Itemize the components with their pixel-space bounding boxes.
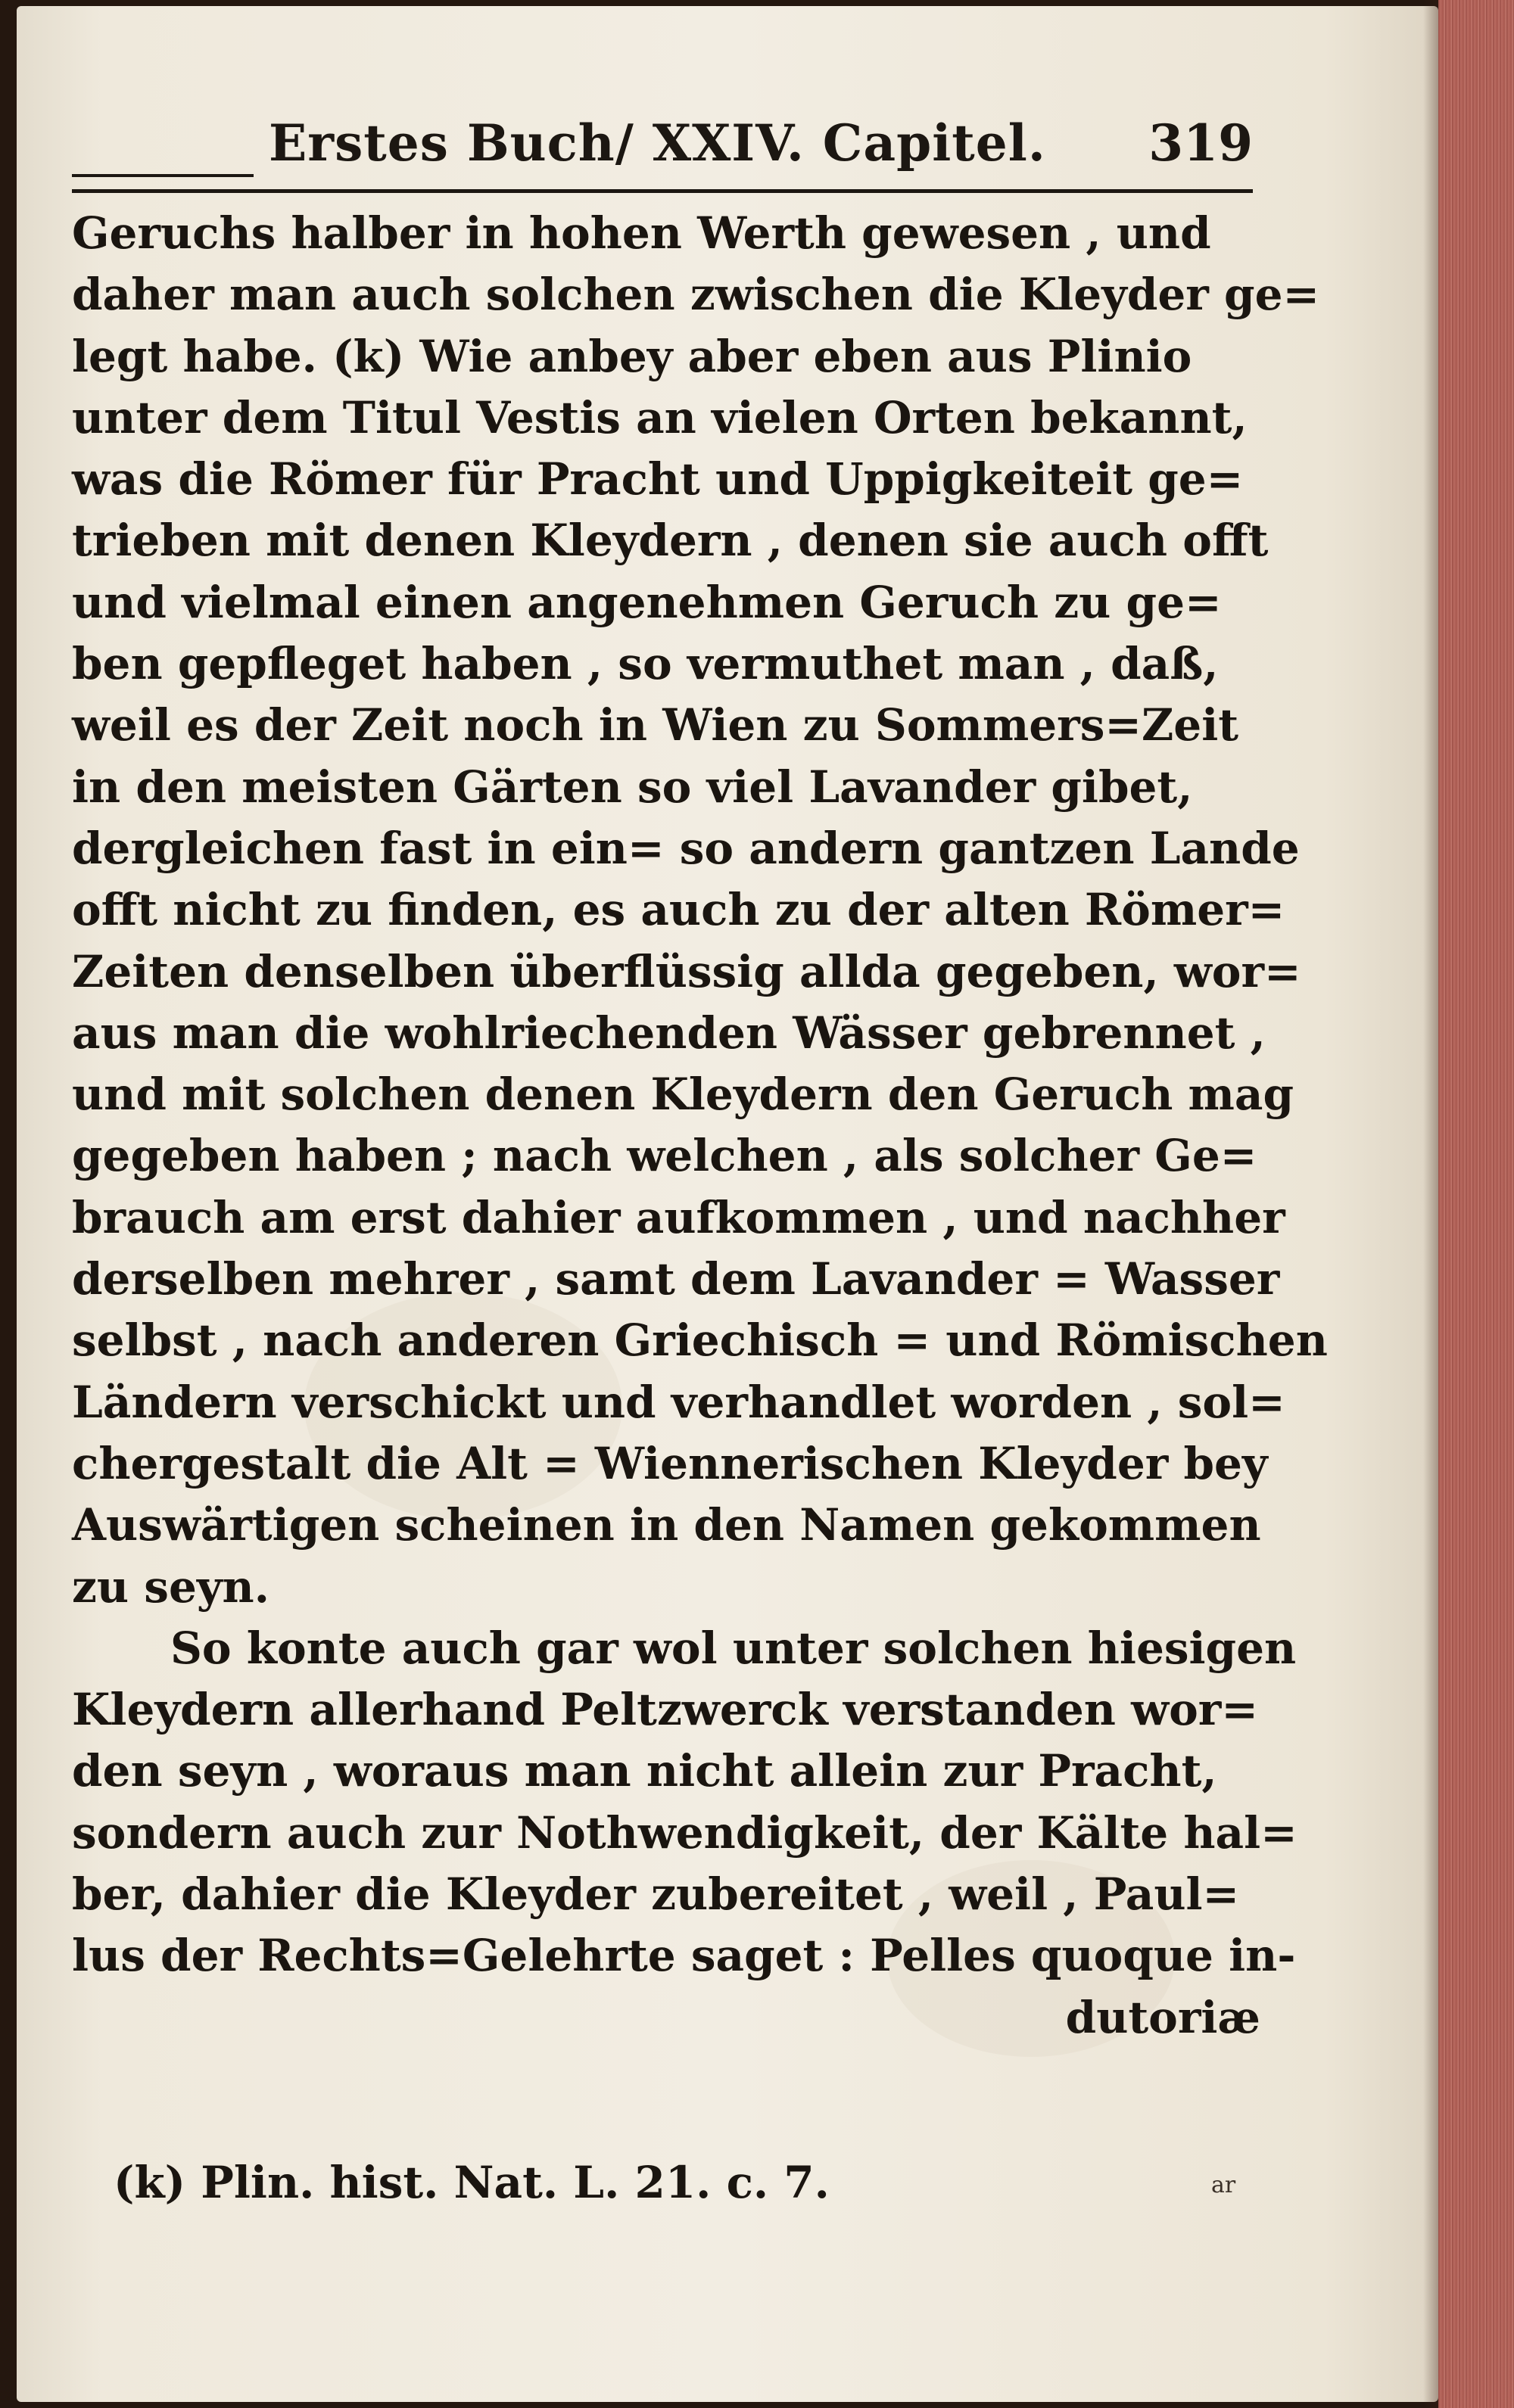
text-line: selbst , nach anderen Griechisch = und Römischen bbox=[72, 1314, 1328, 1367]
page-header bbox=[72, 114, 1253, 174]
text-line: Ländern verschickt und verhandlet worden , sol= bbox=[72, 1376, 1285, 1428]
text-line: ben gepfleget haben , so vermuthet man , daß, bbox=[72, 638, 1219, 690]
text-line: legt habe. (k) Wie anbey aber eben aus Plinio bbox=[72, 330, 1192, 382]
text-line: trieben mit denen Kleydern , denen sie auch offt bbox=[72, 515, 1269, 567]
text-line: derselben mehrer , samt dem Lavander = Wasser bbox=[72, 1253, 1280, 1305]
text-line: lus der Rechts=Gelehrte saget : Pelles quoque in- bbox=[72, 1930, 1296, 1982]
text-line: daher man auch solchen zwischen die Kleyder ge= bbox=[72, 269, 1320, 321]
running-title: Erstes Buch/ XXIV. Capitel. bbox=[269, 114, 1046, 173]
text-line: aus man die wohlriechenden Wässer gebrennet , bbox=[72, 1006, 1266, 1059]
body-text bbox=[72, 203, 1328, 2049]
text-line: ber, dahier die Kleyder zubereitet , weil , Paul= bbox=[72, 1868, 1240, 1921]
text-line: chergestalt die Alt = Wiennerischen Kleyder bey bbox=[72, 1437, 1268, 1489]
text-line: dergleichen fast in ein= so andern gantzen Lande bbox=[72, 822, 1300, 874]
text-line: in den meisten Gärten so viel Lavander gibet, bbox=[72, 761, 1193, 813]
text-line: unter dem Titul Vestis an vielen Orten bekannt, bbox=[72, 391, 1248, 443]
text-line: und mit solchen denen Kleydern den Geruch mag bbox=[72, 1069, 1294, 1121]
page-number: 319 bbox=[1148, 114, 1253, 173]
header-rule-left bbox=[72, 174, 254, 177]
text-line: weil es der Zeit noch in Wien zu Sommers=Zeit bbox=[72, 699, 1239, 751]
text-line: den seyn , woraus man nicht allein zur Pracht, bbox=[72, 1745, 1217, 1797]
text-line: Auswärtigen scheinen in den Namen gekommen bbox=[72, 1499, 1261, 1551]
catchword: ar bbox=[1211, 2172, 1236, 2198]
text-line: was die Römer für Pracht und Uppigkeiteit ge= bbox=[72, 453, 1244, 506]
text-line: Kleydern allerhand Peltzwerck verstanden wor= bbox=[72, 1684, 1258, 1736]
text-line: brauch am erst dahier aufkommen , und nachher bbox=[72, 1191, 1285, 1243]
footnote: (k) Plin. hist. Nat. L. 21. c. 7. bbox=[114, 2157, 830, 2208]
text-line: und vielmal einen angenehmen Geruch zu ge= bbox=[72, 576, 1222, 628]
header-rule bbox=[72, 189, 1253, 193]
text-line: sondern auch zur Nothwendigkeit, der Kälte hal= bbox=[72, 1806, 1297, 1859]
text-line: So konte auch gar wol unter solchen hiesigen bbox=[170, 1622, 1297, 1674]
page-gutter-shadow bbox=[1423, 0, 1438, 2408]
text-line: offt nicht zu finden, es auch zu der alten Römer= bbox=[72, 884, 1285, 936]
text-line: Geruchs halber in hohen Werth gewesen , und bbox=[72, 207, 1211, 259]
text-line: Zeiten denselben überflüssig allda gegeben, wor= bbox=[72, 945, 1301, 997]
text-line: dutoriæ bbox=[1065, 1991, 1260, 2043]
page-edge bbox=[1438, 0, 1514, 2408]
text-line: gegeben haben ; nach welchen , als solcher Ge= bbox=[72, 1130, 1257, 1182]
text-line: zu seyn. bbox=[72, 1560, 269, 1613]
